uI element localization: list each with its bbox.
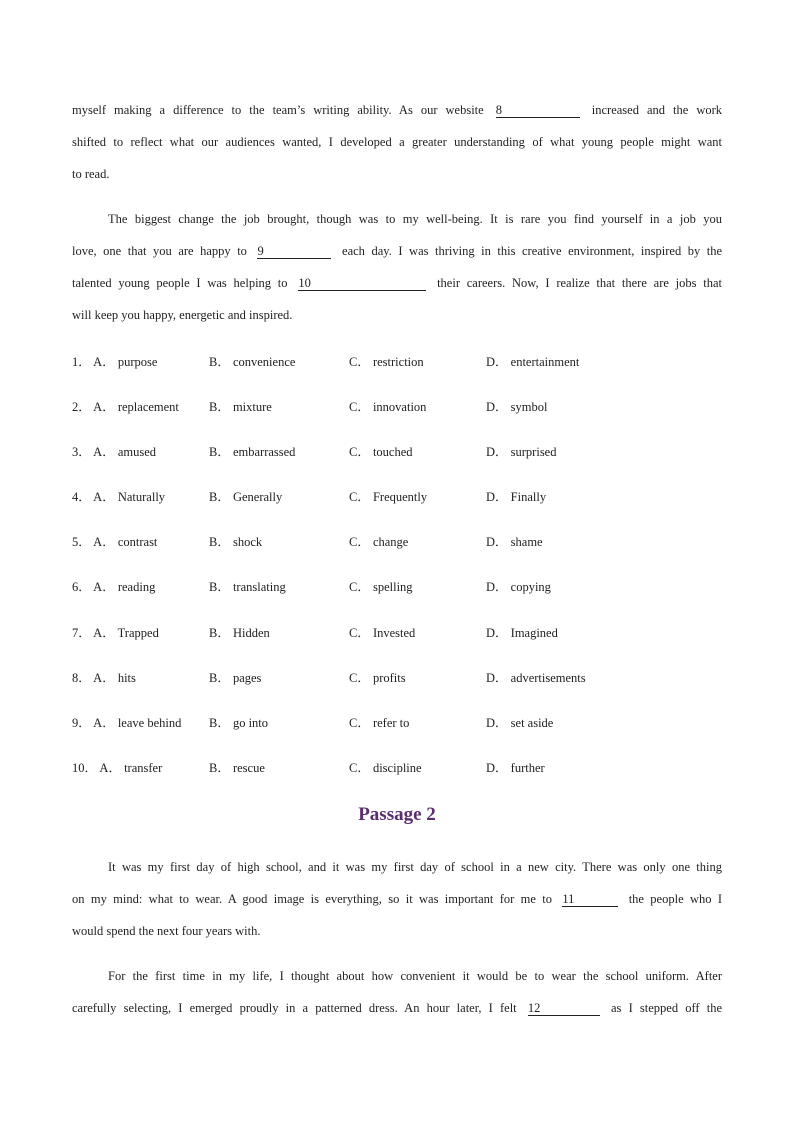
option-a: 1． A． purpose (72, 355, 158, 369)
option-a: 3． A． amused (72, 445, 157, 460)
option-b: B． Generally (209, 490, 283, 505)
question-row-4 (72, 483, 722, 528)
text-segment: carefully selecting, I emerged proudly in a patterned dress. An hour later, I felt (72, 1001, 517, 1015)
option-c: C． refer to (349, 715, 410, 730)
passage1-paragraph-b (72, 203, 722, 331)
paragraph-line: would spend the next four years with. (72, 924, 261, 938)
option-d: D． symbol (486, 400, 548, 415)
text-segment: each day. I was thriving in this creative environment, inspired by the (342, 244, 723, 258)
option-a: 2． A． replacement (72, 400, 179, 415)
option-d: D． shame (486, 535, 543, 550)
text-segment: love, one that you are happy to (72, 244, 247, 258)
question-row-3 (72, 438, 722, 483)
option-b: B． pages (209, 670, 262, 685)
passage1-paragraph-a (72, 94, 722, 190)
option-a: 6． A． reading (72, 580, 156, 595)
option-d: D． entertainment (486, 355, 580, 369)
option-c: C． restriction (349, 355, 424, 369)
answer-options-list (72, 348, 722, 799)
text-segment: as I stepped off the (611, 1001, 723, 1015)
option-c: C． spelling (349, 580, 413, 595)
paragraph-line (72, 235, 722, 267)
option-c: C． touched (349, 445, 413, 460)
paragraph-line: It was my first day of high school, and it was my first day of school in a new city. There was only one thing (108, 860, 722, 874)
paragraph-line (72, 267, 722, 299)
option-a: 7． A． Trapped (72, 625, 159, 640)
text-segment: their careers. Now, I realize that there are jobs that (437, 276, 723, 290)
question-row-10 (72, 754, 722, 799)
passage2-paragraph-b (72, 960, 722, 1024)
text-segment: myself making a difference to the team’s writing ability. As our website (72, 103, 484, 117)
option-b: B． translating (209, 580, 286, 595)
option-d: D． surprised (486, 445, 557, 460)
blank-12: 12 (528, 1001, 600, 1016)
option-b: B． convenience (209, 355, 296, 369)
question-row-1 (72, 348, 722, 393)
paragraph-line: will keep you happy, energetic and inspired. (72, 308, 293, 322)
blank-11: 11 (562, 892, 618, 907)
option-c: C． profits (349, 670, 406, 685)
option-b: B． shock (209, 535, 263, 550)
option-a: 9． A． leave behind (72, 715, 182, 730)
option-b: B． mixture (209, 400, 272, 415)
option-c: C． change (349, 535, 409, 550)
paragraph-line: shifted to reflect what our audiences wanted, I developed a greater understanding of what young people might want (72, 135, 722, 149)
passage2-paragraph-a (72, 851, 722, 947)
passage-2-heading: Passage 2 (358, 804, 436, 825)
option-a: 5． A． contrast (72, 535, 158, 550)
option-d: D． Imagined (486, 625, 558, 640)
option-c: C． innovation (349, 400, 427, 415)
option-d: D． set aside (486, 715, 554, 730)
text-segment: talented young people I was helping to (72, 276, 288, 290)
paragraph-line: For the first time in my life, I thought about how convenient it would be to wear the school uniform. After (108, 969, 722, 983)
option-a: 4． A． Naturally (72, 490, 166, 505)
text-segment: the people who I (628, 892, 722, 906)
option-c: C． discipline (349, 760, 422, 775)
option-c: C． Frequently (349, 490, 428, 505)
paragraph-line (72, 94, 722, 126)
option-d: D． copying (486, 580, 551, 595)
option-b: B． embarrassed (209, 445, 296, 460)
option-d: D． advertisements (486, 670, 586, 685)
text-segment: on my mind: what to wear. A good image is everything, so it was important for me to (72, 892, 552, 906)
paragraph-line: to read. (72, 167, 110, 181)
option-a: 10． A． transfer (72, 760, 163, 775)
blank-10: 10 (298, 276, 426, 291)
question-row-7 (72, 619, 722, 664)
option-b: B． go into (209, 715, 269, 730)
question-row-9 (72, 709, 722, 754)
option-a: 8． A． hits (72, 670, 136, 685)
paragraph-line (72, 992, 722, 1024)
blank-8: 8 (496, 103, 580, 118)
option-c: C． Invested (349, 625, 416, 640)
option-d: D． further (486, 760, 545, 775)
text-segment: increased and the work (591, 103, 723, 117)
option-d: D． Finally (486, 490, 547, 505)
paragraph-line: The biggest change the job brought, though was to my well-being. It is rare you find yourself in a job you (108, 212, 722, 226)
question-row-6 (72, 573, 722, 618)
question-row-8 (72, 664, 722, 709)
paragraph-line (72, 883, 722, 915)
blank-9: 9 (257, 244, 331, 259)
question-row-5 (72, 528, 722, 573)
option-b: B． rescue (209, 760, 265, 775)
question-row-2 (72, 393, 722, 438)
option-b: B． Hidden (209, 625, 270, 640)
